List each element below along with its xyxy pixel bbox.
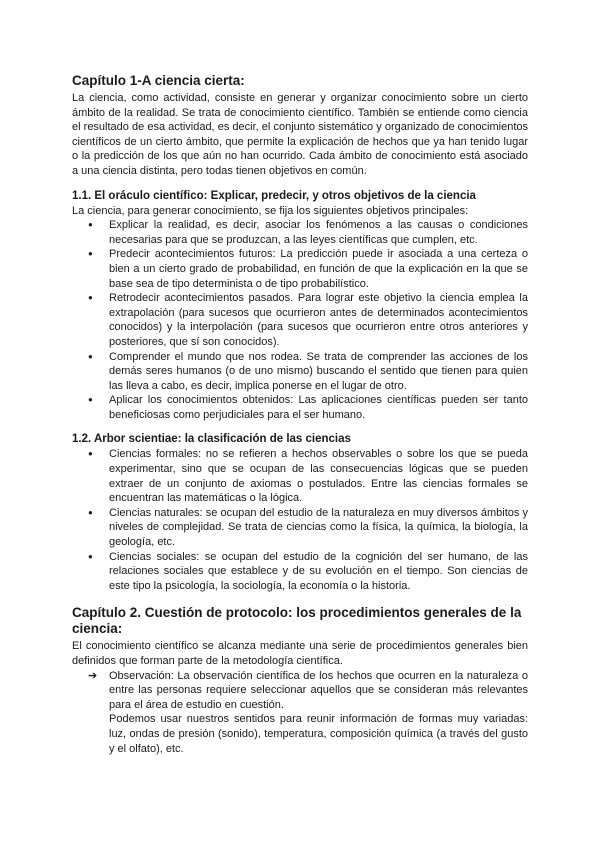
list-item: ● Ciencias formales: no se refieren a hechos observables o sobre los que se pueda experimentar, sino que se ocupan de las consecuencias lógicas que se pueden extraer de un conjunto de axiomas o postulados. Entre las ciencias formales se encuentran las matemáticas o la lógica. [88,447,528,505]
observation-text: Observación: La observación científica de los hechos que ocurren en la naturaleza o entre las personas requiere seleccionar aquellos que se consideran más relevantes para el área de estudio en cuestión. [109,669,528,711]
section-1-1-title: 1.1. El oráculo científico: Explicar, predecir, y otros objetivos de la ciencia [72,189,476,202]
chapter-1-intro: La ciencia, como actividad, consiste en generar y organizar conocimiento sobre un cierto ámbito de la realidad. Se trata de conocimiento científico. También se entiende como ciencia el resultado de esa actividad, es decir, el conjunto sistemático y organizado de conocimientos científicos de un cierto ámbito, que permite la explicación de hechos que ya han tenido lugar o la predicción de los que aún no han ocurrido. Cada ámbito de conocimiento está asociado a una ciencia distinta, pero todas tienen objetivos en común. [72,92,528,177]
section-1-1-intro: La ciencia, para generar conocimiento, se fija los siguientes objetivos principales: [72,204,469,217]
section-1-2-title: 1.2. Arbor scientiae: la clasificación de las ciencias [72,433,351,446]
list-item: ● Explicar la realidad, es decir, asociar los fenómenos a las causas o condiciones necesarias para que se produzcan, a las leyes científicas que cumplen, etc. [88,218,528,247]
chapter-2-intro: El conocimiento científico se alcanza mediante una serie de procedimientos generales bien definidos que forman parte de la metodología científica. [72,640,528,667]
document-page [72,73,528,756]
list-item: ● Comprender el mundo que nos rodea. Se trata de comprender las acciones de los demás seres humanos (o de uno mismo) buscando el sentido que tienen para quien las lleva a cabo, es decir, implica ponerse en el lugar de otro. [88,350,528,394]
list-item: ● Ciencias naturales: se ocupan del estudio de la naturaleza en muy diversos ámbitos y niveles de complejidad. Se trata de ciencias como la física, la química, la biología, la geología, etc. [88,506,528,550]
chapter-2-title: Capítulo 2. Cuestión de protocolo: los procedimientos generales de la ciencia: [72,605,522,637]
chapter-1-title: Capítulo 1-A ciencia cierta: [72,73,245,88]
list-item: ● Predecir acontecimientos futuros: La predicción puede ir asociada a una certeza o bien a un cierto grado de probabilidad, en función de que la explicación en la que se base sea de tipo determinista o de tipo probabilístico. [88,247,528,291]
sciences-list [72,447,528,593]
list-item [88,669,528,757]
list-item: ● Aplicar los conocimientos obtenidos: Las aplicaciones científicas pueden ser tanto beneficiosas como perjudiciales para el ser humano. [88,393,528,422]
list-item: ● Ciencias sociales: se ocupan del estudio de la cognición del ser humano, de las relaciones sociales que establece y de su evolución en el tiempo. Son ciencias de este tipo la psicología, la sociología, la economía o la historia. [88,550,528,594]
objectives-list [72,218,528,422]
procedures-list [72,669,528,757]
list-item: ● Retrodecir acontecimientos pasados. Para lograr este objetivo la ciencia emplea la extrapolación (para sucesos que ocurrieron antes de determinados acontecimientos conocidos) y la interpolación (para sucesos que ocurrieron entre otros anteriores y posteriores, que sí son conocidos). [88,291,528,349]
observation-continuation: Podemos usar nuestros sentidos para reunir información de formas muy variadas: luz, ondas de presión (sonido), temperatura, composición química (a través del gusto y el olfato), etc. [109,713,528,755]
